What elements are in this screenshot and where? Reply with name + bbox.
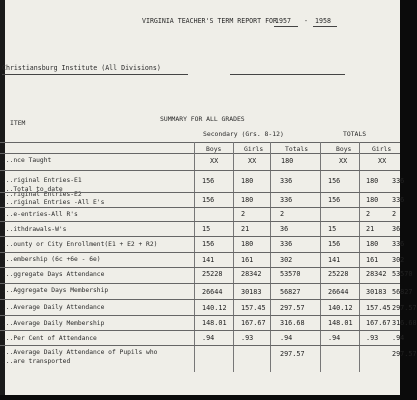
row-label: ...Total to date (2, 186, 63, 193)
row-value: 336 (280, 240, 293, 248)
row-rule (0, 330, 400, 331)
row-value: .94 (328, 334, 341, 342)
col-rule-1 (194, 142, 195, 372)
col-boys-totals: Boys (336, 145, 352, 153)
row-value: 156 (328, 196, 341, 204)
row-rule (0, 345, 400, 346)
row-value: 28342 (241, 270, 262, 278)
row-value: 297.57 (280, 304, 305, 312)
row-value: 316.68 (280, 319, 305, 327)
col-rule-5 (359, 142, 360, 372)
row-label: ...Average Daily Attendance (2, 304, 105, 311)
year-dash: - (304, 17, 308, 25)
row-rule (0, 221, 400, 222)
row-label: ...are transported (2, 358, 71, 365)
months-girls-totals: XX (378, 157, 387, 165)
row-value: 148.01 (328, 319, 353, 327)
row-value: 157.45 (241, 304, 266, 312)
months-girls: XX (248, 157, 257, 165)
row-value: 141 (202, 256, 215, 264)
year-prefix: 19 (275, 17, 283, 25)
row-value: 148.01 (202, 319, 227, 327)
row-value: 156 (328, 177, 341, 185)
row-rule (0, 299, 400, 300)
row-value: 21 (241, 225, 250, 233)
row-value: 156 (328, 240, 341, 248)
row-value: 26644 (328, 288, 349, 296)
row-rule (0, 192, 400, 193)
row-label: ...Average Daily Membership (2, 320, 105, 327)
row-value: 56827 (392, 288, 413, 296)
row-value: 302 (280, 256, 293, 264)
row-value: 2 (366, 210, 371, 218)
col-rule-2 (233, 142, 234, 372)
report-title: VIRGINIA TEACHER'S TERM REPORT FOR (142, 17, 277, 25)
rule-header (0, 142, 400, 143)
row-value: 336 (392, 196, 405, 204)
row-value: 25228 (328, 270, 349, 278)
row-label: ...riginal Entries-E1 (2, 177, 82, 184)
row-value: 180 (366, 177, 379, 185)
row-value: 297.57 (280, 350, 305, 358)
row-value: 156 (202, 196, 215, 204)
row-label: ...Aggregate Days Membership (2, 287, 109, 294)
col-boys: Boys (206, 145, 222, 153)
row-value: 25228 (202, 270, 223, 278)
school-name: Christiansburg Institute (All Divisions) (2, 64, 161, 72)
summary-title: SUMMARY FOR ALL GRADES (160, 115, 245, 123)
row-value: 30183 (366, 288, 387, 296)
col-girls: Girls (244, 145, 264, 153)
row-value: .94 (392, 334, 405, 342)
col-totals: Totals (285, 145, 309, 153)
row-value: 336 (280, 196, 293, 204)
item-header: ITEM (10, 119, 26, 127)
row-value: 28342 (366, 270, 387, 278)
row-value: 336 (392, 177, 405, 185)
school-underline (2, 74, 188, 75)
row-value: 140.12 (202, 304, 227, 312)
col-rule-4 (320, 142, 321, 372)
row-value: .94 (280, 334, 293, 342)
row-value: 156 (202, 177, 215, 185)
row-value: 15 (202, 225, 211, 233)
row-value: 2 (392, 210, 397, 218)
row-value: 2 (241, 210, 246, 218)
row-label: ...ounty or City Enrollment(E1 + E2 + R2) (2, 241, 158, 248)
row-value: 26644 (202, 288, 223, 296)
row-value: 161 (366, 256, 379, 264)
row-value: 15 (328, 225, 337, 233)
rule-subheader (0, 153, 400, 154)
months-boys: XX (210, 157, 219, 165)
row-value: 30183 (241, 288, 262, 296)
secondary-header: Secondary (Grs. 8-12) (203, 130, 284, 138)
year-start: 57 (283, 17, 291, 25)
row-value: 180 (241, 240, 254, 248)
row-value: .94 (202, 334, 215, 342)
year-end: 58 (323, 17, 331, 25)
row-value: 53570 (280, 270, 301, 278)
row-rule (0, 267, 400, 268)
row-value: 141 (328, 256, 341, 264)
row-value: 297.57 (392, 350, 417, 358)
row-value: 180 (241, 196, 254, 204)
row-value: 167.67 (366, 319, 391, 327)
row-value: 140.12 (328, 304, 353, 312)
row-value: 180 (366, 196, 379, 204)
months-boys-totals: XX (339, 157, 348, 165)
row-value: .93 (241, 334, 254, 342)
year-start-underline (274, 26, 298, 27)
row-value: 180 (241, 177, 254, 185)
row-value: 56827 (280, 288, 301, 296)
row-rule (0, 252, 400, 253)
months-totals: 180 (281, 157, 294, 165)
row-rule (0, 315, 400, 316)
signature-line (230, 74, 345, 75)
row-rule (0, 283, 400, 284)
year-prefix-2: 19 (315, 17, 323, 25)
row-value: 302 (392, 256, 405, 264)
row-value: 161 (241, 256, 254, 264)
row-rule (0, 207, 400, 208)
row-label: ...ggregate Days Attendance (2, 271, 105, 278)
row-value: 36 (392, 225, 401, 233)
row-label: ...ithdrawals-W's (2, 226, 67, 233)
row-value: 336 (280, 177, 293, 185)
col-rule-3 (270, 142, 271, 372)
row-value: 36 (280, 225, 289, 233)
row-value: 157.45 (366, 304, 391, 312)
row-value: 180 (366, 240, 379, 248)
totals-header: TOTALS (343, 130, 367, 138)
row-value: .93 (366, 334, 379, 342)
row-value: 297.57 (392, 304, 417, 312)
row-value: 316.68 (392, 319, 417, 327)
col-girls-totals: Girls (372, 145, 392, 153)
row-value: 167.67 (241, 319, 266, 327)
year-end-underline (313, 26, 337, 27)
row-label: ...riginal Entries -All E's (2, 199, 105, 206)
months-taught-label: ...nce Taught (2, 157, 52, 164)
row-value: 336 (392, 240, 405, 248)
row-value: 156 (202, 240, 215, 248)
row-label: ...Average Daily Attendance of Pupils who (2, 349, 158, 356)
row-label: ...riginal Entries-E2 (2, 191, 82, 198)
row-value: 2 (280, 210, 285, 218)
row-rule (0, 236, 400, 237)
rule-months (0, 170, 400, 171)
row-label: ...Per Cent of Attendance (2, 335, 97, 342)
row-value: 21 (366, 225, 375, 233)
row-label: ...embership (6c +6e - 6e) (2, 256, 101, 263)
row-label: ...e-entries-All R's (2, 211, 78, 218)
row-value: 53570 (392, 270, 413, 278)
